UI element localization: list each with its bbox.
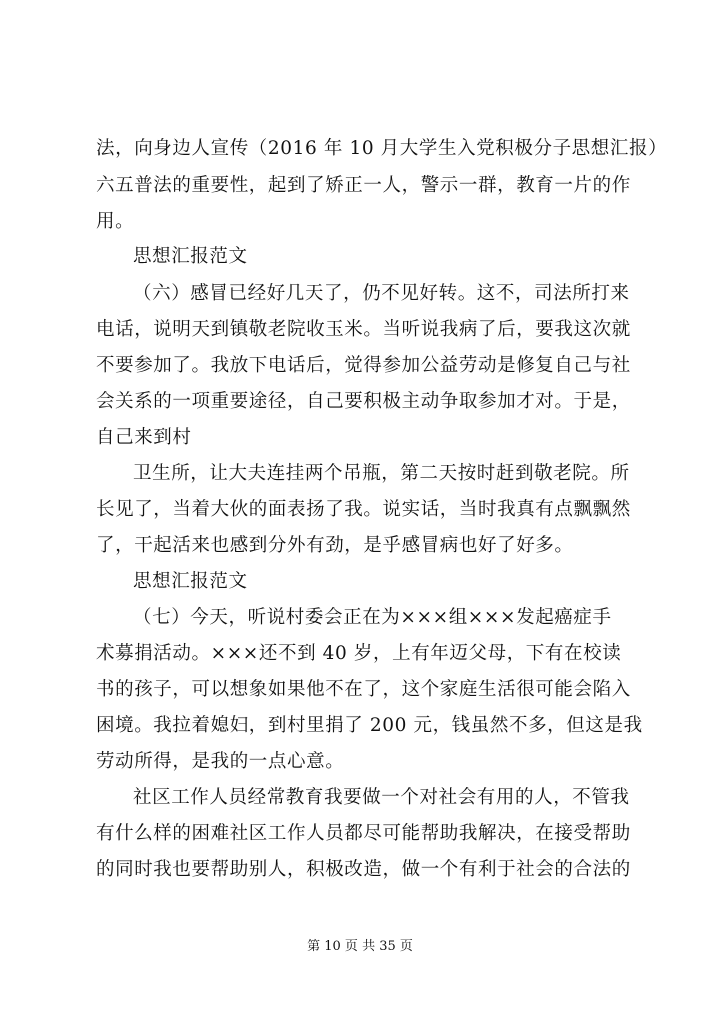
text-line: 书的孩子，可以想象如果他不在了，这个家庭生活很可能会陷入	[96, 679, 631, 700]
text-line: 会关系的一项重要途径，自己要积极主动争取参加才对。于是，	[96, 391, 631, 412]
paragraph-start: （六）感冒已经好几天了，仍不见好转。这不，司法所打来	[133, 283, 630, 304]
text-line: 自己来到村	[96, 427, 192, 448]
text-line: 不要参加了。我放下电话后，觉得参加公益劳动是修复自己与社	[96, 355, 631, 376]
section-heading: 思想汇报范文	[133, 571, 248, 592]
paragraph-start: （七）今天，听说村委会正在为×××组×××发起癌症手	[133, 607, 612, 628]
paragraph-start: 卫生所，让大夫连挂两个吊瓶，第二天按时赶到敬老院。所	[133, 463, 630, 484]
page-number: 第 10 页 共 35 页	[307, 939, 413, 954]
text-line: 法，向身边人宣传（2016 年 10 月大学生入党积极分子思想汇报）	[96, 138, 668, 159]
text-line: 电话，说明天到镇敬老院收玉米。当听说我病了后，要我这次就	[96, 319, 631, 340]
text-line: 了，干起活来也感到分外有劲，是乎感冒病也好了好多。	[96, 535, 574, 556]
paragraph-start: 社区工作人员经常教育我要做一个对社会有用的人，不管我	[133, 787, 630, 808]
text-line: 长见了，当着大伙的面表扬了我。说实话，当时我真有点飘飘然	[96, 499, 631, 520]
text-line: 用。	[96, 211, 135, 232]
text-line: 六五普法的重要性，起到了矫正一人，警示一群，教育一片的作	[96, 175, 631, 196]
text-line: 劳动所得，是我的一点心意。	[96, 751, 345, 772]
text-line: 困境。我拉着媳妇，到村里捐了 200 元，钱虽然不多，但这是我	[96, 715, 643, 736]
text-line: 有什么样的困难社区工作人员都尽可能帮助我解决，在接受帮助	[96, 823, 631, 844]
text-line: 术募捐活动。×××还不到 40 岁，上有年迈父母，下有在校读	[96, 643, 622, 664]
text-line: 的同时我也要帮助别人，积极改造，做一个有利于社会的合法的	[96, 859, 631, 880]
section-heading: 思想汇报范文	[133, 246, 248, 267]
